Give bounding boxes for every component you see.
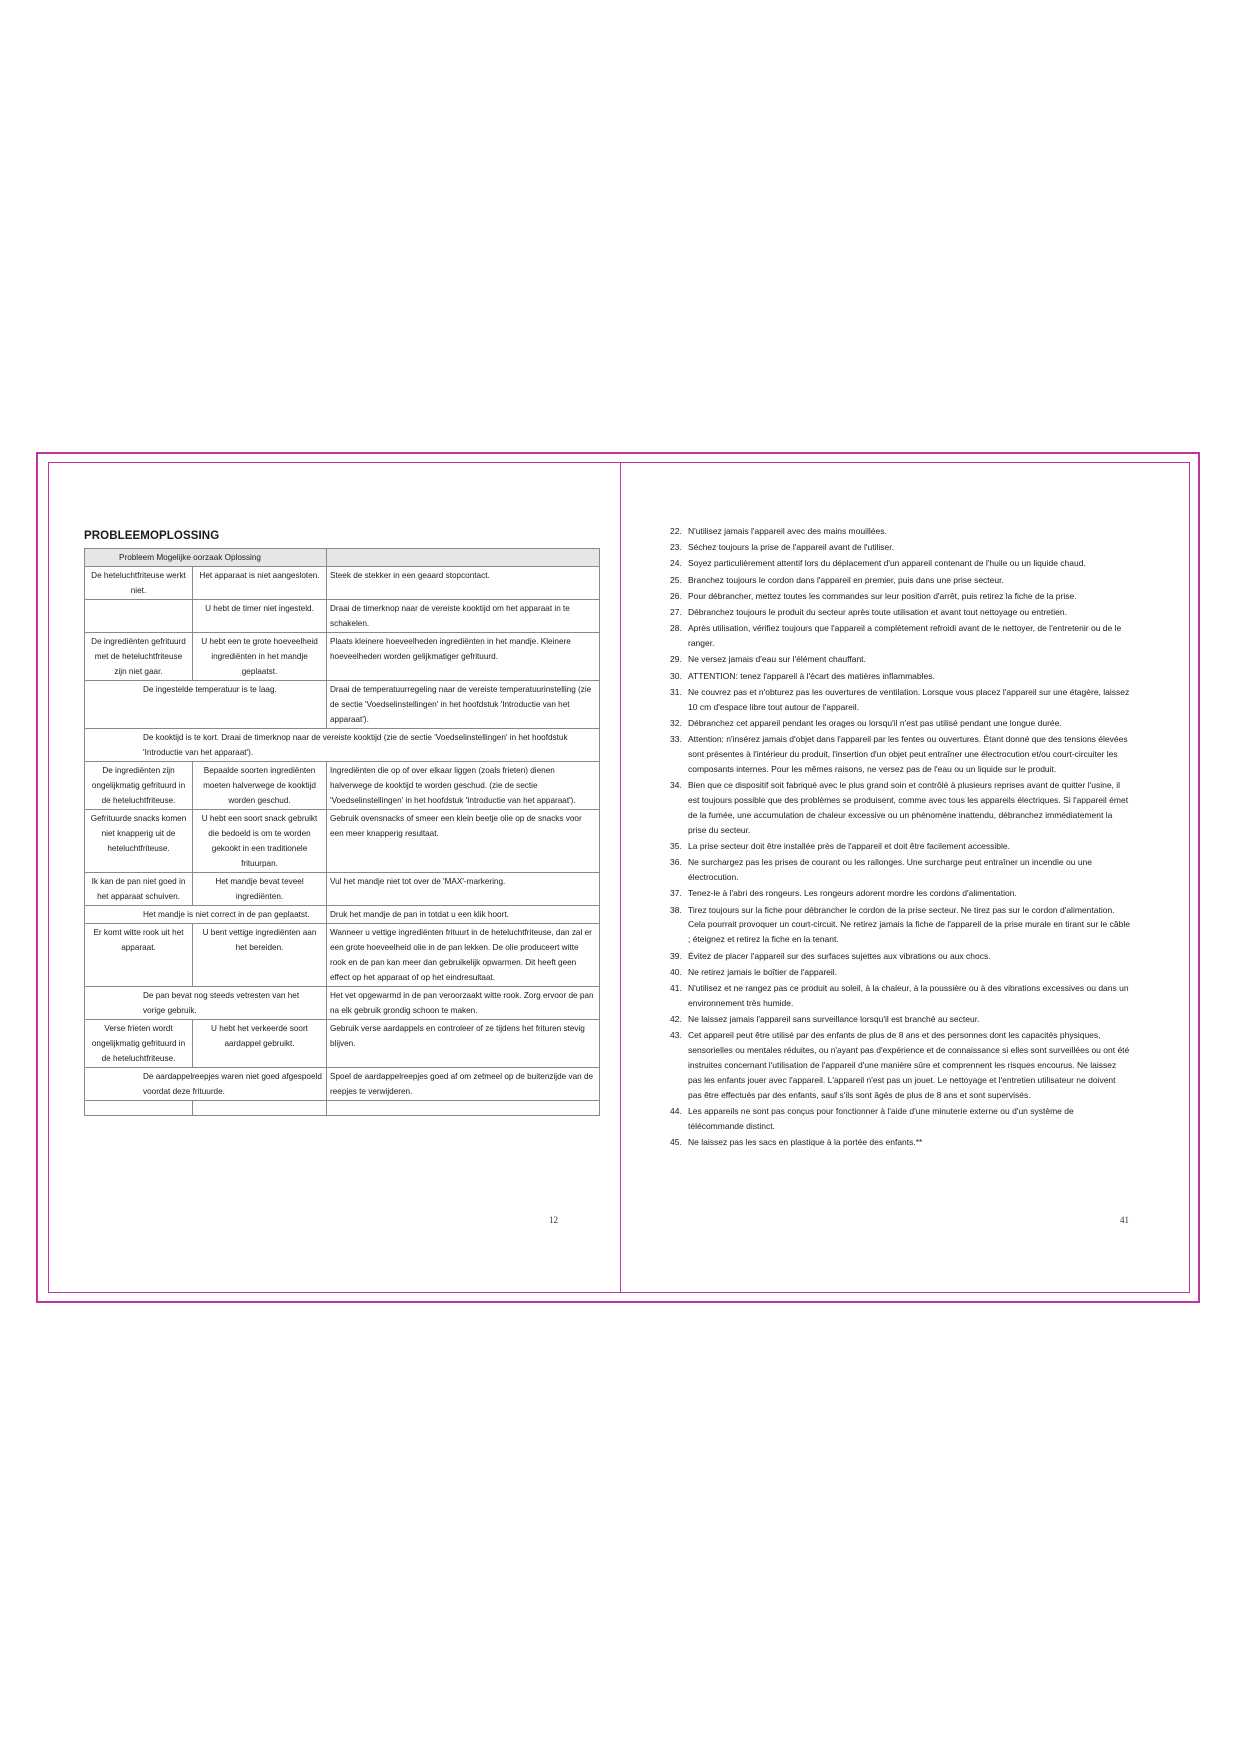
table-header-cell (327, 549, 600, 567)
item-number: 38. (670, 904, 682, 915)
item-number: 36. (670, 857, 682, 868)
list-item (670, 716, 1130, 731)
table-cell-cause: Het apparaat is niet aangesloten. (193, 567, 327, 600)
item-text: Évitez de placer l'appareil sur des surfaces sujettes aux vibrations ou aux chocs. (688, 950, 991, 961)
item-number: 32. (670, 717, 682, 728)
table-row (85, 600, 600, 633)
item-number: 44. (670, 1106, 682, 1117)
troubleshooting-table (84, 548, 600, 1116)
item-number: 39. (670, 950, 682, 961)
list-item (670, 556, 1130, 571)
table-row (85, 810, 600, 873)
table-cell-cause: U hebt de timer niet ingesteld. (193, 600, 327, 633)
table-row (85, 1020, 600, 1068)
list-item (670, 669, 1130, 684)
table-header-row (85, 549, 600, 567)
list-item (670, 981, 1130, 1011)
item-text: Ne retirez jamais le boîtier de l'appareil. (688, 966, 838, 977)
list-item (670, 621, 1130, 651)
item-text: Débranchez cet appareil pendant les orages ou lorsqu'il n'est pas utilisé pendant une longue durée. (688, 717, 1062, 728)
table-cell-cause (193, 1101, 327, 1116)
list-item (670, 855, 1130, 885)
item-text: ATTENTION: tenez l'appareil à l'écart des matières inflammables. (688, 670, 935, 681)
table-row (85, 762, 600, 810)
list-item (670, 540, 1130, 555)
item-number: 29. (670, 654, 682, 665)
table-cell-problem (85, 1101, 193, 1116)
item-text: N'utilisez jamais l'appareil avec des mains mouillées. (688, 526, 887, 536)
list-item (670, 1012, 1130, 1027)
item-text: Séchez toujours la prise de l'appareil avant de l'utiliser. (688, 542, 894, 553)
table-cell-solution: Spoel de aardappelreepjes goed af om zetmeel op de buitenzijde van de reepjes te verwijderen. (327, 1068, 600, 1101)
item-number: 30. (670, 670, 682, 681)
table-cell-cause: De pan bevat nog steeds vetresten van het vorige gebruik. (85, 987, 327, 1020)
list-item (670, 685, 1130, 715)
table-cell-problem: Ik kan de pan niet goed in het apparaat schuiven. (85, 873, 193, 906)
item-number: 23. (670, 542, 682, 553)
list-item (670, 652, 1130, 667)
item-number: 25. (670, 574, 682, 585)
item-text: La prise secteur doit être installée près de l'appareil et doit être facilement accessible. (688, 840, 1010, 851)
table-cell-cause: U hebt een te grote hoeveelheid ingrediënten in het mandje geplaatst. (193, 633, 327, 681)
left-page (84, 530, 599, 1116)
table-row (85, 1101, 600, 1116)
table-cell-solution: Plaats kleinere hoeveelheden ingrediënten in het mandje. Kleinere hoeveelheden worden gelijkmatiger gefrituurd. (327, 633, 600, 681)
page-divider (620, 462, 621, 1293)
table-cell-solution (327, 1101, 600, 1116)
table-cell: De kooktijd is te kort. Draai de timerknop naar de vereiste kooktijd (zie de sectie 'Voedselinstellingen' in het hoofdstuk 'Introductie van het apparaat'). (85, 729, 600, 762)
item-number: 33. (670, 734, 682, 745)
item-text: Pour débrancher, mettez toutes les commandes sur leur position d'arrêt, puis retirez la fiche de la prise. (688, 590, 1077, 601)
item-text: Après utilisation, vérifiez toujours que l'appareil a complètement refroidi avant de le nettoyer, de l'entretenir ou de le ranger. (688, 623, 1122, 649)
item-text: Ne laissez pas les sacs en plastique à la portée des enfants.** (688, 1137, 923, 1148)
table-cell-cause: U hebt een soort snack gebruikt die bedoeld is om te worden gekookt in een traditionele frituurpan. (193, 810, 327, 873)
table-cell-problem: Gefrituurde snacks komen niet knapperig uit de heteluchtfriteuse. (85, 810, 193, 873)
item-number: 40. (670, 966, 682, 977)
safety-instructions-list (670, 524, 1130, 1151)
table-row (85, 924, 600, 987)
list-item (670, 1135, 1130, 1150)
item-text: Tenez-le à l'abri des rongeurs. Les rongeurs adorent mordre les cordons d'alimentation. (688, 888, 1017, 899)
table-cell-cause: Het mandje is niet correct in de pan geplaatst. (85, 906, 327, 924)
table-row (85, 987, 600, 1020)
list-item (670, 886, 1130, 901)
table-cell-problem (85, 600, 193, 633)
item-text: Soyez particulièrement attentif lors du déplacement d'un appareil contenant de l'huile ou un liquide chaud. (688, 558, 1086, 569)
table-cell-problem: De ingrediënten zijn ongelijkmatig gefrituurd in de heteluchtfriteuse. (85, 762, 193, 810)
item-text: N'utilisez et ne rangez pas ce produit au soleil, à la chaleur, à la poussière ou à des vibrations excessives ou dans un environnement très humide. (688, 982, 1129, 1008)
table-cell-solution: Steek de stekker in een geaard stopcontact. (327, 567, 600, 600)
item-number: 24. (670, 558, 682, 569)
page-number-left: 12 (549, 1215, 558, 1225)
list-item (670, 589, 1130, 604)
table-row (85, 729, 600, 762)
item-number: 31. (670, 686, 682, 697)
page-heading: PROBLEEMOPLOSSING (84, 530, 220, 542)
item-text: Ne laissez jamais l'appareil sans surveillance lorsqu'il est branché au secteur. (688, 1014, 980, 1025)
table-row (85, 1068, 600, 1101)
list-item (670, 605, 1130, 620)
table-row (85, 633, 600, 681)
item-text: Tirez toujours sur la fiche pour débrancher le cordon de la prise secteur. Ne tirez pas sur le cordon d'alimentation. Cela pourrait provoquer un court-circuit. Ne retirez jamais la fiche de l'appareil de la prise murale en tirant sur le câble ; éteignez et retirez la fiche en la tenant. (688, 904, 1130, 945)
table-cell-solution: Gebruik verse aardappels en controleer of ze tijdens het frituren stevig blijven. (327, 1020, 600, 1068)
item-text: Ne couvrez pas et n'obturez pas les ouvertures de ventilation. Lorsque vous placez l'appareil sur une étagère, laissez 10 cm d'espace libre tout autour de l'appareil. (688, 686, 1130, 712)
table-cell-solution: Het vet opgewarmd in de pan veroorzaakt witte rook. Zorg ervoor de pan na elk gebruik grondig schoon te maken. (327, 987, 600, 1020)
item-number: 26. (670, 590, 682, 601)
table-cell-problem: De ingrediënten gefrituurd met de heteluchtfriteuse zijn niet gaar. (85, 633, 193, 681)
table-cell-solution: Vul het mandje niet tot over de 'MAX'-markering. (327, 873, 600, 906)
list-item (670, 573, 1130, 588)
table-cell-solution: Gebruik ovensnacks of smeer een klein beetje olie op de snacks voor een meer knapperig resultaat. (327, 810, 600, 873)
item-number: 41. (670, 982, 682, 993)
table-cell-cause: Het mandje bevat teveel ingrediënten. (193, 873, 327, 906)
item-number: 43. (670, 1030, 682, 1041)
list-item (670, 965, 1130, 980)
item-text: Ne surchargez pas les prises de courant ou les rallonges. Une surcharge peut entraîner un incendie ou une électrocution. (688, 857, 1092, 883)
table-row (85, 567, 600, 600)
list-item (670, 949, 1130, 964)
item-number: 22. (670, 526, 682, 536)
item-text: Débranchez toujours le produit du secteur après toute utilisation et avant tout nettoyage ou entretien. (688, 607, 1067, 618)
table-cell-cause: De ingestelde temperatuur is te laag. (85, 681, 327, 729)
page-number-right: 41 (1120, 1215, 1129, 1225)
table-row (85, 906, 600, 924)
table-header-cell: Probleem Mogelijke oorzaak Oplossing (85, 549, 327, 567)
item-text: Ne versez jamais d'eau sur l'élément chauffant. (688, 654, 866, 665)
item-text: Branchez toujours le cordon dans l'appareil en premier, puis dans une prise secteur. (688, 574, 1004, 585)
table-cell-problem: Er komt witte rook uit het apparaat. (85, 924, 193, 987)
table-cell-problem: Verse frieten wordt ongelijkmatig gefrituurd in de heteluchtfriteuse. (85, 1020, 193, 1068)
item-number: 45. (670, 1137, 682, 1148)
list-item (670, 1028, 1130, 1103)
table-row (85, 873, 600, 906)
list-item (670, 524, 1130, 539)
item-number: 28. (670, 623, 682, 634)
table-cell-solution: Draai de timerknop naar de vereiste kooktijd om het apparaat in te schakelen. (327, 600, 600, 633)
table-cell-problem: De heteluchtfriteuse werkt niet. (85, 567, 193, 600)
table-cell-solution: Draai de temperatuurregeling naar de vereiste temperatuurinstelling (zie de sectie 'Voedselinstellingen' in het hoofdstuk 'Introductie van het apparaat'). (327, 681, 600, 729)
item-text: Bien que ce dispositif soit fabriqué avec le plus grand soin et contrôlé à plusieurs reprises avant de quitter l'usine, il est toujours possible que des problèmes se produisent, comme avec tous les appareils électriques. Si l'appareil émet de la fumée, une accumulation de chaleur excessive ou un phénomène inattendu, débranchez immédiatement la prise du secteur. (688, 780, 1129, 835)
list-item (670, 778, 1130, 838)
table-row (85, 681, 600, 729)
item-number: 42. (670, 1014, 682, 1025)
item-text: Les appareils ne sont pas conçus pour fonctionner à l'aide d'une minuterie externe ou d'un système de télécommande distinct. (688, 1106, 1074, 1131)
table-cell-solution: Ingrediënten die op of over elkaar liggen (zoals frieten) dienen halverwege de kooktijd te worden geschud. (zie de sectie 'Voedselinstellingen' in het hoofdstuk 'Introductie van het apparaat'). (327, 762, 600, 810)
table-cell-cause: U hebt het verkeerde soort aardappel gebruikt. (193, 1020, 327, 1068)
list-item (670, 903, 1130, 948)
list-item (670, 839, 1130, 854)
item-number: 27. (670, 607, 682, 618)
item-number: 35. (670, 840, 682, 851)
item-number: 37. (670, 888, 682, 899)
table-cell-solution: Wanneer u vettige ingrediënten frituurt in de heteluchtfriteuse, dan zal er een grote hoeveelheid olie in de pan lekken. De olie produceert witte rook en de pan kan meer dan gebruikelijk opwarmen. Dit heeft geen effect op het apparaat of op het eindresultaat. (327, 924, 600, 987)
list-item (670, 1104, 1130, 1134)
table-cell-cause: Bepaalde soorten ingrediënten moeten halverwege de kooktijd worden geschud. (193, 762, 327, 810)
list-item (670, 732, 1130, 777)
table-cell-solution: Druk het mandje de pan in totdat u een klik hoort. (327, 906, 600, 924)
item-number: 34. (670, 780, 682, 791)
table-cell-cause: De aardappelreepjes waren niet goed afgespoeld voordat deze frituurde. (85, 1068, 327, 1101)
item-text: Attention: n'insérez jamais d'objet dans l'appareil par les fentes ou ouvertures. Étant donné que des tensions élevées sont présentes à l'intérieur du produit, l'insertion d'un objet peut entraîner une électrocution et/ou court-circuiter les composants internes. Pour les mêmes raisons, ne versez pas de l'eau ou un liquide sur le produit. (688, 734, 1128, 774)
item-text: Cet appareil peut être utilisé par des enfants de plus de 8 ans et des personnes dont les capacités physiques, sensorielles ou mentales réduites, ou n'ayant pas d'expérience et de connaissance si elles sont surveillées ou ont été instruites concernant l'utilisation de l'appareil d'une manière sûre et comprennent les risques encourus. Ne laissez pas les enfants jouer avec l'appareil. L'appareil n'est pas un jouet. Le nettoyage et l'entretien utilisateur ne doivent pas être effectués par des enfants, sauf s'ils sont âgés de plus de 8 ans et sont supervisés. (688, 1030, 1130, 1100)
table-cell-cause: U bent vettige ingrediënten aan het bereiden. (193, 924, 327, 987)
